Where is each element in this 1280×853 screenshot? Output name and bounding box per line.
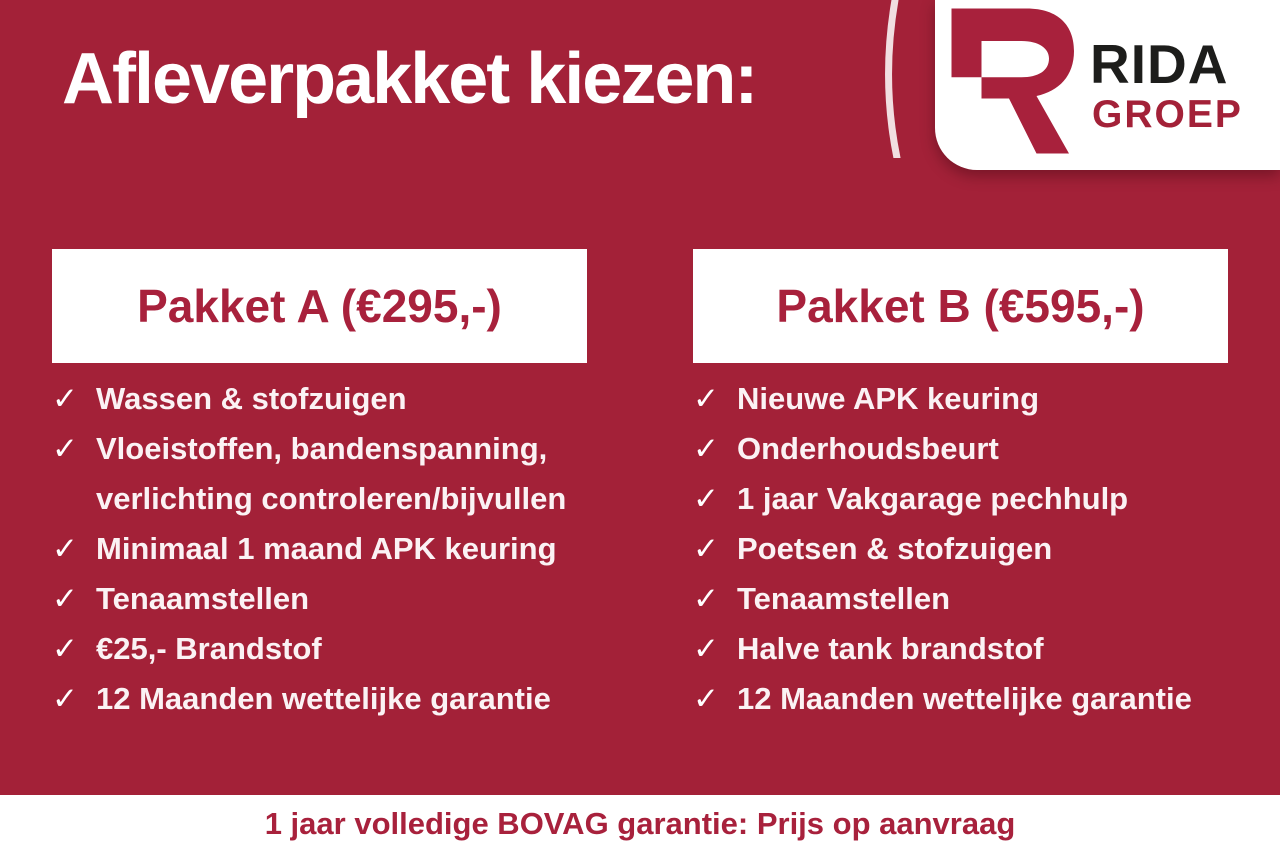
list-item — [693, 424, 1228, 474]
logo-brand-text: RIDA — [1090, 33, 1229, 95]
rida-logo-icon — [949, 6, 1089, 156]
list-item-text: 12 Maanden wettelijke garantie — [737, 681, 1192, 716]
check-icon: ✓ — [693, 381, 719, 417]
check-icon: ✓ — [52, 581, 78, 617]
package-a-list — [52, 374, 587, 724]
list-item-text: verlichting controleren/bijvullen — [96, 481, 567, 516]
check-icon: ✓ — [52, 631, 78, 667]
list-item-text: Tenaamstellen — [737, 581, 951, 616]
list-item-text: Halve tank brandstof — [737, 631, 1044, 666]
list-item — [693, 524, 1228, 574]
package-b-header — [693, 249, 1228, 363]
list-item-text: Poetsen & stofzuigen — [737, 531, 1053, 566]
package-b-column — [693, 249, 1228, 724]
list-item-text: Minimaal 1 maand APK keuring — [96, 531, 557, 566]
list-item — [52, 574, 587, 624]
list-item-text: Wassen & stofzuigen — [96, 381, 407, 416]
check-icon: ✓ — [693, 531, 719, 567]
list-item — [52, 424, 587, 474]
check-icon: ✓ — [52, 431, 78, 467]
list-item-text: Nieuwe APK keuring — [737, 381, 1040, 416]
list-item — [693, 674, 1228, 724]
check-icon: ✓ — [693, 581, 719, 617]
check-icon: ✓ — [693, 481, 719, 517]
list-item-text: €25,- Brandstof — [96, 631, 322, 666]
package-b-list — [693, 374, 1228, 724]
list-item — [693, 574, 1228, 624]
logo-panel — [935, 0, 1280, 170]
list-item — [52, 374, 587, 424]
list-item-text: Onderhoudsbeurt — [737, 431, 999, 466]
list-item-text: 12 Maanden wettelijke garantie — [96, 681, 551, 716]
package-a-header — [52, 249, 587, 363]
check-icon: ✓ — [693, 631, 719, 667]
package-a-title: Pakket A (€295,-) — [137, 280, 502, 332]
list-item — [693, 624, 1228, 674]
swoosh-accent-icon — [882, 0, 904, 158]
check-icon: ✓ — [693, 681, 719, 717]
check-icon: ✓ — [693, 431, 719, 467]
check-icon: ✓ — [52, 531, 78, 567]
list-item — [693, 474, 1228, 524]
package-a-column — [52, 249, 587, 724]
package-b-title: Pakket B (€595,-) — [776, 280, 1145, 332]
footer-text: 1 jaar volledige BOVAG garantie: Prijs op aanvraag — [264, 806, 1016, 841]
footer-bar — [0, 795, 1280, 853]
check-icon: ✓ — [52, 381, 78, 417]
list-item-text: 1 jaar Vakgarage pechhulp — [737, 481, 1129, 516]
page-title: Afleverpakket kiezen: — [62, 39, 757, 119]
list-item-text: Vloeistoffen, bandenspanning, — [96, 431, 548, 466]
list-item — [52, 674, 587, 724]
list-item — [52, 524, 587, 574]
list-item — [693, 374, 1228, 424]
list-item-continuation — [52, 474, 587, 524]
logo-sub-text: GROEP — [1092, 93, 1243, 136]
list-item — [52, 624, 587, 674]
check-icon: ✓ — [52, 681, 78, 717]
list-item-text: Tenaamstellen — [96, 581, 310, 616]
